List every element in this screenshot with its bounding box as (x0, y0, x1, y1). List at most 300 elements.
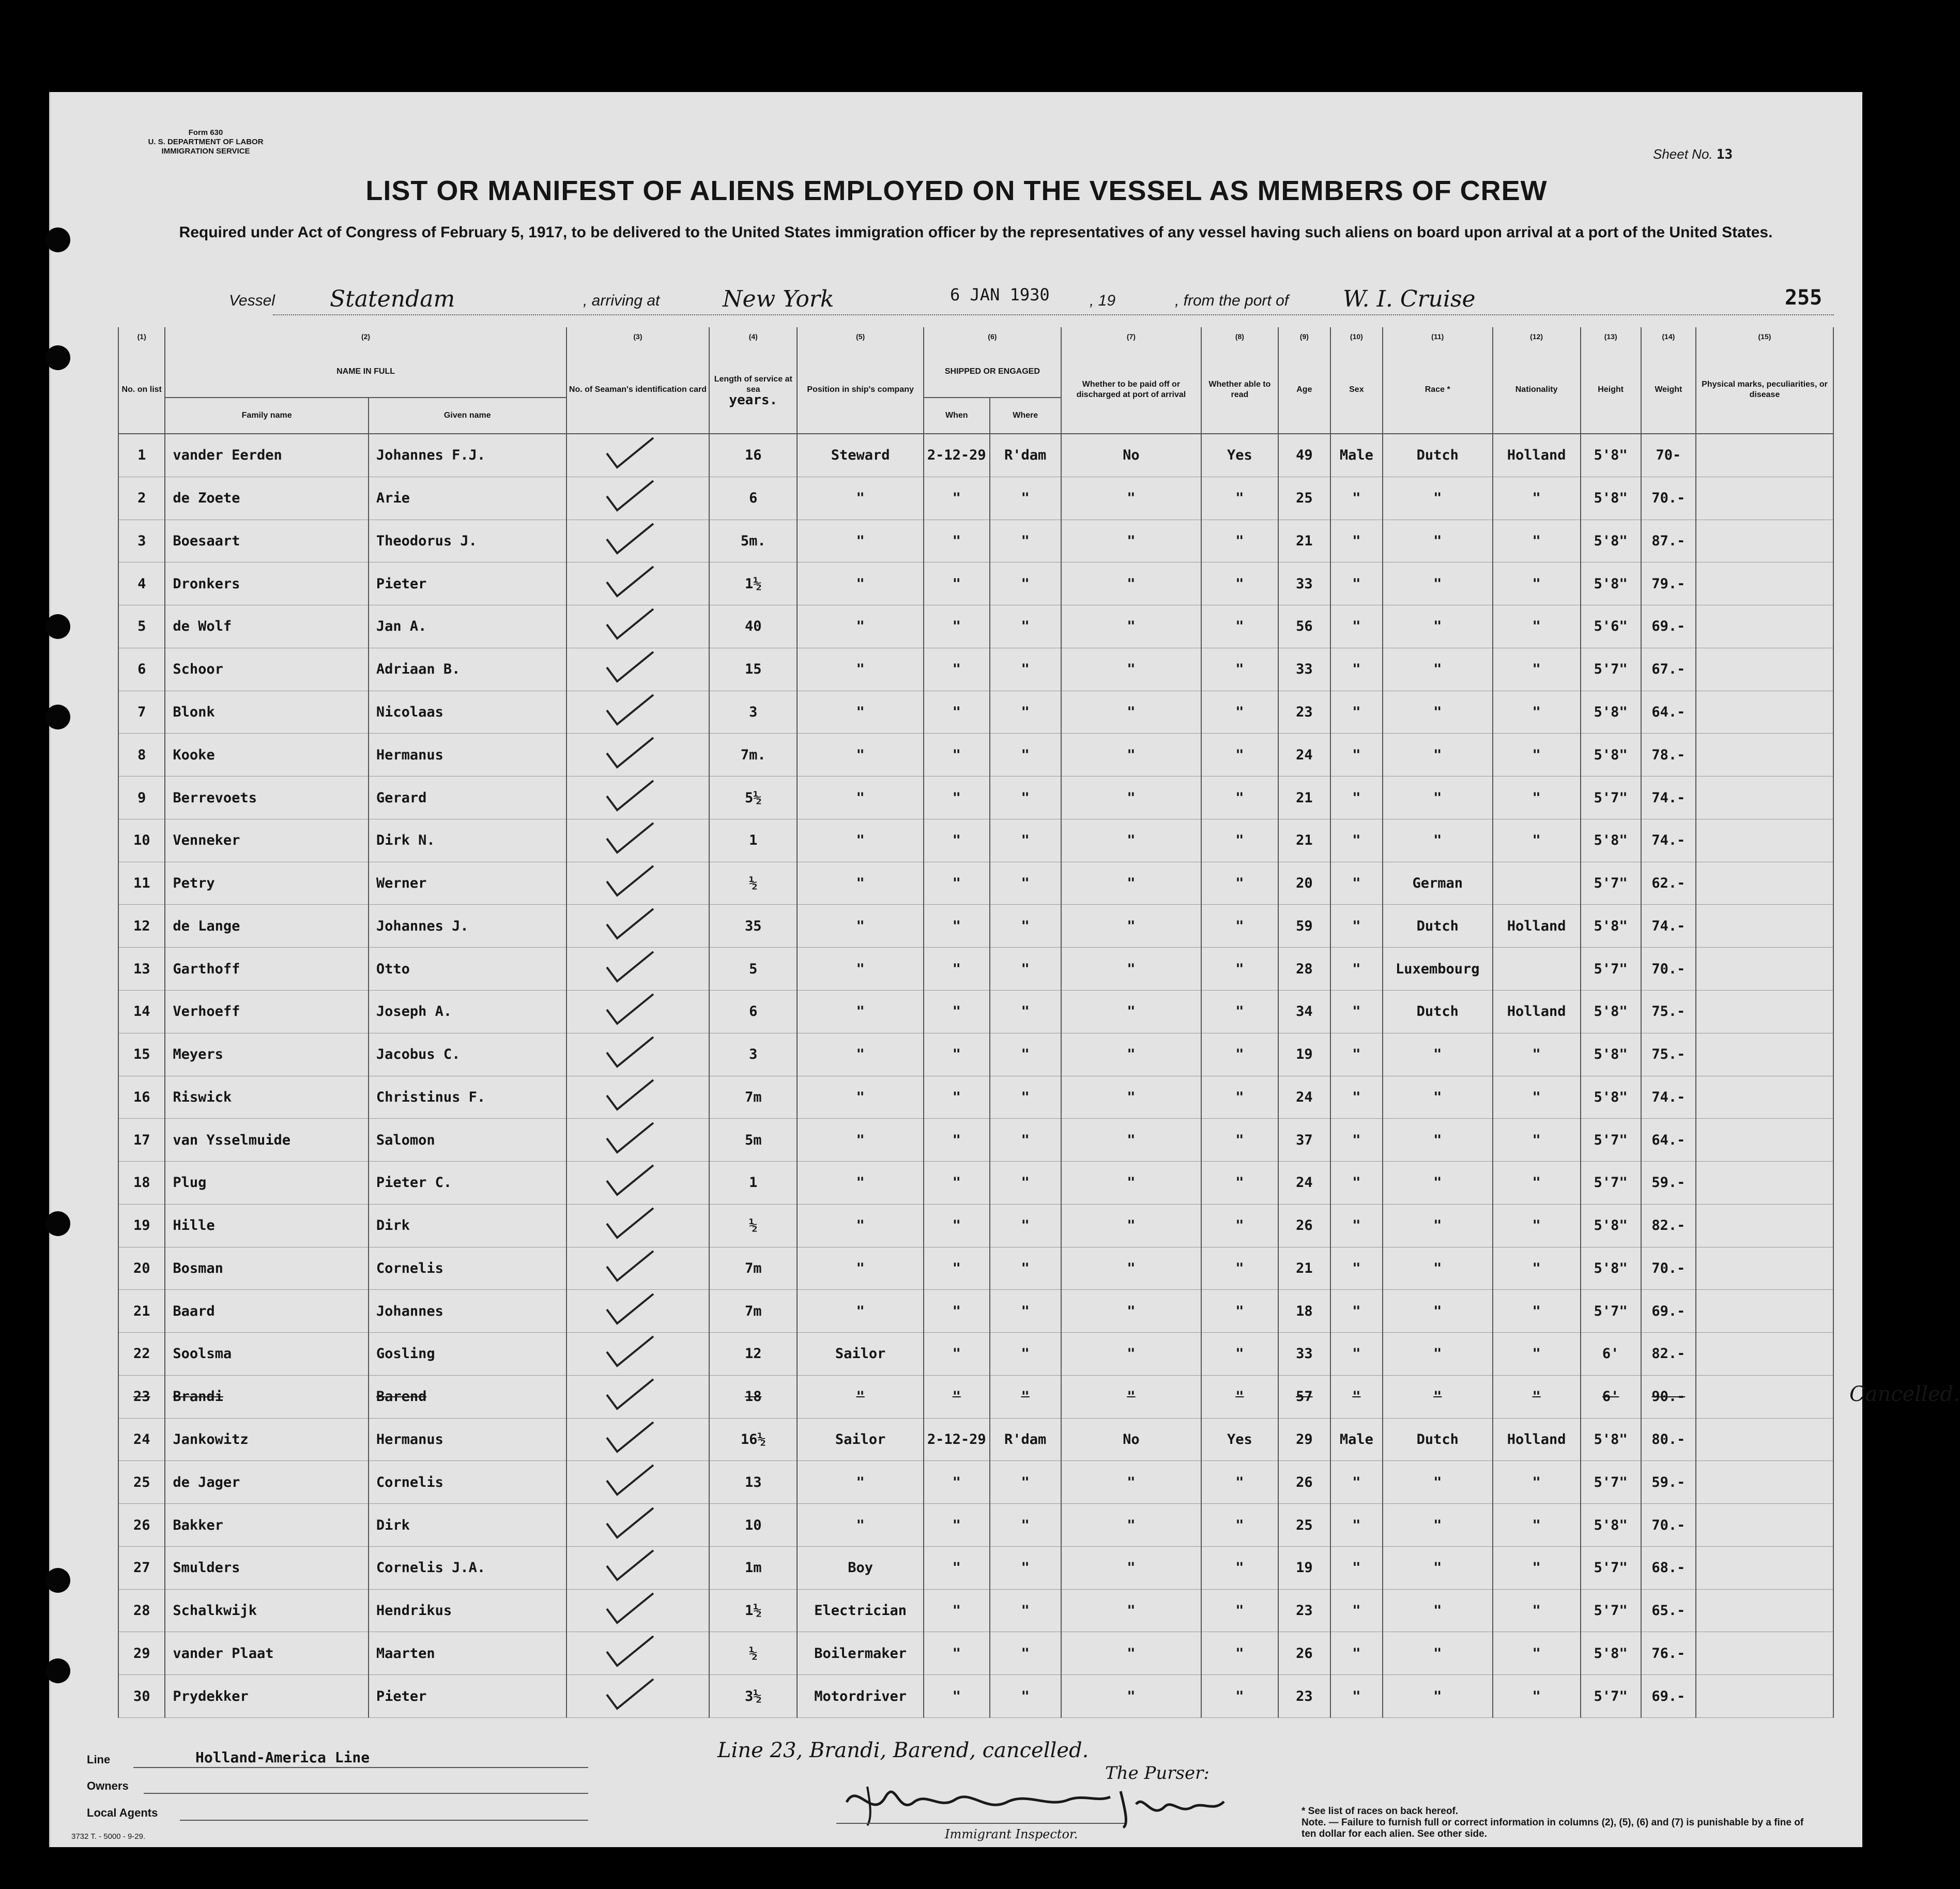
cell-age: 28 (1278, 948, 1330, 991)
check-mark-icon (586, 778, 690, 814)
cell-paid-off: " (1061, 1333, 1201, 1376)
cell-service-length: 7m (709, 1290, 797, 1333)
cell-weight: 82.- (1641, 1333, 1696, 1376)
cell-height: 5'6" (1581, 605, 1641, 648)
cell-shipped-when: " (924, 1076, 990, 1119)
cell-service-length: 3 (709, 691, 797, 734)
cell-no: 13 (118, 948, 165, 991)
cell-race: " (1383, 1589, 1493, 1632)
cell-weight: 70.- (1641, 1247, 1696, 1290)
cell-service-length: 6 (709, 477, 797, 520)
cell-able-to-read: " (1201, 1675, 1278, 1718)
cell-service-length: 6 (709, 990, 797, 1033)
col-number: (5) (797, 327, 924, 346)
cell-sex: " (1330, 1119, 1383, 1162)
cell-service-length: 16½ (709, 1418, 797, 1461)
cell-marks (1696, 434, 1833, 477)
vessel-line (51, 286, 1862, 317)
cell-race: " (1383, 648, 1493, 691)
cell-family-name: Baard (165, 1290, 368, 1333)
sheet-label: Sheet No. (1653, 146, 1713, 162)
cell-no: 21 (118, 1290, 165, 1333)
cell-sex: " (1330, 948, 1383, 991)
cell-shipped-where: R'dam (990, 1418, 1061, 1461)
cell-sex: " (1330, 1333, 1383, 1376)
header-row (118, 346, 1833, 398)
table-row (118, 1504, 1833, 1547)
cell-race: " (1383, 1333, 1493, 1376)
cell-weight: 75.- (1641, 1033, 1696, 1076)
cell-age: 56 (1278, 605, 1330, 648)
print-code: 3732 T. - 5000 - 9-29. (71, 1832, 146, 1841)
cell-service-length: 1½ (709, 1589, 797, 1632)
sheet-value: 13 (1716, 147, 1733, 162)
cell-family-name: Riswick (165, 1076, 368, 1119)
purser-label: The Purser: (1105, 1763, 1209, 1784)
cell-shipped-where: " (990, 1333, 1061, 1376)
cell-able-to-read: " (1201, 1461, 1278, 1504)
cell-paid-off: " (1061, 990, 1201, 1033)
check-mark-icon (586, 735, 690, 771)
header-weight: Weight (1641, 346, 1696, 434)
cell-race: " (1383, 819, 1493, 862)
cell-shipped-where: " (990, 1119, 1061, 1162)
cell-position: Steward (797, 434, 924, 477)
cell-family-name: de Lange (165, 905, 368, 948)
cell-no: 14 (118, 990, 165, 1033)
cell-service-length: 12 (709, 1333, 797, 1376)
cell-paid-off: No (1061, 1418, 1201, 1461)
cell-paid-off: " (1061, 776, 1201, 819)
cell-id-card (566, 1204, 710, 1247)
cell-shipped-where: " (990, 1504, 1061, 1547)
cell-able-to-read: " (1201, 1076, 1278, 1119)
cell-shipped-when: " (924, 691, 990, 734)
col-number: (15) (1696, 327, 1833, 346)
cell-sex: " (1330, 562, 1383, 605)
cell-height: 6' (1581, 1375, 1641, 1418)
cell-able-to-read: " (1201, 648, 1278, 691)
cell-weight: 64.- (1641, 1119, 1696, 1162)
cell-weight: 76.- (1641, 1632, 1696, 1675)
cell-nationality: " (1493, 1546, 1581, 1589)
cell-service-length: 5m (709, 1119, 797, 1162)
cell-weight: 69.- (1641, 605, 1696, 648)
cell-id-card (566, 691, 710, 734)
check-mark-icon (586, 649, 690, 685)
cell-no: 7 (118, 691, 165, 734)
cell-race: " (1383, 1675, 1493, 1718)
cell-no: 5 (118, 605, 165, 648)
cell-marks (1696, 691, 1833, 734)
cell-paid-off: " (1061, 1247, 1201, 1290)
cell-weight: 87.- (1641, 520, 1696, 562)
cell-marks (1696, 520, 1833, 562)
check-mark-icon (586, 1120, 690, 1156)
cell-age: 19 (1278, 1033, 1330, 1076)
penalty-note: Note. — Failure to furnish full or correct information in columns (2), (5), (6) and (7) is punishable by a fine of ten dollar for each alien. See other side. (1301, 1817, 1804, 1839)
cell-position: " (797, 948, 924, 991)
col-number: (10) (1330, 327, 1383, 346)
cell-paid-off: " (1061, 819, 1201, 862)
handwritten-note: Line 23, Brandi, Barend, cancelled. (717, 1739, 1089, 1762)
cell-height: 5'8" (1581, 734, 1641, 776)
cell-service-length: ½ (709, 862, 797, 905)
cell-age: 23 (1278, 691, 1330, 734)
cell-given-name: Cornelis (369, 1247, 566, 1290)
cell-able-to-read: Yes (1201, 434, 1278, 477)
cell-no: 30 (118, 1675, 165, 1718)
from-label: , from the port of (1175, 292, 1289, 309)
header-where: Where (990, 398, 1061, 434)
table-row (118, 948, 1833, 991)
cell-nationality: " (1493, 1119, 1581, 1162)
table-row (118, 1119, 1833, 1162)
cell-paid-off: " (1061, 905, 1201, 948)
cell-paid-off: " (1061, 1033, 1201, 1076)
cell-service-length: 3 (709, 1033, 797, 1076)
cell-family-name: Kooke (165, 734, 368, 776)
cell-position: " (797, 691, 924, 734)
inspector-line (836, 1823, 1126, 1824)
cell-sex: " (1330, 1204, 1383, 1247)
cell-sex: " (1330, 1033, 1383, 1076)
col-number: (3) (566, 327, 710, 346)
cell-sex: " (1330, 1076, 1383, 1119)
punch-hole (45, 345, 70, 370)
cell-age: 26 (1278, 1204, 1330, 1247)
header-age: Age (1278, 346, 1330, 434)
cell-given-name: Dirk N. (369, 819, 566, 862)
cell-marks (1696, 862, 1833, 905)
cell-paid-off: " (1061, 1675, 1201, 1718)
cell-height: 5'7" (1581, 1589, 1641, 1632)
line-underline (133, 1767, 588, 1768)
cell-given-name: Jacobus C. (369, 1033, 566, 1076)
cell-position: " (797, 1162, 924, 1205)
table-row (118, 819, 1833, 862)
cell-given-name: Arie (369, 477, 566, 520)
cell-height: 5'8" (1581, 691, 1641, 734)
cell-height: 5'7" (1581, 948, 1641, 991)
check-mark-icon (586, 1548, 690, 1584)
cell-paid-off: " (1061, 1589, 1201, 1632)
cell-able-to-read: " (1201, 605, 1278, 648)
cell-given-name: Pieter (369, 1675, 566, 1718)
cell-family-name: Berrevoets (165, 776, 368, 819)
cell-shipped-when: " (924, 1632, 990, 1675)
service-unit: years. (729, 392, 778, 408)
cell-age: 59 (1278, 905, 1330, 948)
cell-race: " (1383, 520, 1493, 562)
cell-shipped-when: " (924, 819, 990, 862)
cell-family-name: Dronkers (165, 562, 368, 605)
punch-hole (45, 705, 70, 729)
cell-service-length: 3½ (709, 1675, 797, 1718)
cell-height: 5'7" (1581, 1675, 1641, 1718)
cell-family-name: Hille (165, 1204, 368, 1247)
cell-sex: " (1330, 1375, 1383, 1418)
cell-nationality: " (1493, 1461, 1581, 1504)
cell-shipped-where: " (990, 691, 1061, 734)
cell-id-card (566, 648, 710, 691)
cell-family-name: de Jager (165, 1461, 368, 1504)
check-mark-icon (586, 1677, 690, 1713)
cell-sex: " (1330, 734, 1383, 776)
cell-no: 1 (118, 434, 165, 477)
footnotes (1301, 1806, 1818, 1840)
cell-sex: " (1330, 648, 1383, 691)
cell-nationality: " (1493, 1333, 1581, 1376)
cell-position: Electrician (797, 1589, 924, 1632)
col-number: (8) (1201, 327, 1278, 346)
cell-family-name: Venneker (165, 819, 368, 862)
cell-family-name: van Ysselmuide (165, 1119, 368, 1162)
cell-nationality: " (1493, 562, 1581, 605)
cell-race: " (1383, 1162, 1493, 1205)
cell-position: " (797, 1375, 924, 1418)
cell-service-length: 18 (709, 1375, 797, 1418)
cell-weight: 59.- (1641, 1461, 1696, 1504)
cell-id-card (566, 1546, 710, 1589)
cell-able-to-read: " (1201, 1589, 1278, 1632)
cell-sex: " (1330, 1589, 1383, 1632)
cell-id-card (566, 477, 710, 520)
cell-no: 4 (118, 562, 165, 605)
table-row (118, 776, 1833, 819)
cell-sex: " (1330, 1632, 1383, 1675)
col-number: (9) (1278, 327, 1330, 346)
cell-given-name: Werner (369, 862, 566, 905)
cell-paid-off: " (1061, 1461, 1201, 1504)
cell-paid-off: " (1061, 691, 1201, 734)
cell-service-length: 5 (709, 948, 797, 991)
cell-nationality: " (1493, 648, 1581, 691)
cell-race: " (1383, 1204, 1493, 1247)
table-row (118, 1461, 1833, 1504)
cell-id-card (566, 434, 710, 477)
cell-service-length: 40 (709, 605, 797, 648)
cell-sex: " (1330, 1290, 1383, 1333)
cell-position: Sailor (797, 1418, 924, 1461)
cell-shipped-when: 2-12-29 (924, 434, 990, 477)
cell-sex: Male (1330, 434, 1383, 477)
cell-given-name: Maarten (369, 1632, 566, 1675)
cell-marks (1696, 648, 1833, 691)
cell-no: 8 (118, 734, 165, 776)
cell-marks (1696, 1290, 1833, 1333)
cell-age: 34 (1278, 990, 1330, 1033)
punch-hole (45, 227, 70, 252)
header-given: Given name (369, 398, 566, 434)
cell-shipped-where: " (990, 648, 1061, 691)
page-stamp: 255 (1785, 286, 1823, 310)
date-stamp: 6 JAN 1930 (950, 285, 1050, 304)
cell-shipped-when: " (924, 990, 990, 1033)
cell-shipped-when: " (924, 520, 990, 562)
check-mark-icon (586, 521, 690, 557)
cell-service-length: 7m. (709, 734, 797, 776)
cell-weight: 59.- (1641, 1162, 1696, 1205)
cell-no: 17 (118, 1119, 165, 1162)
cell-given-name: Hendrikus (369, 1589, 566, 1632)
check-mark-icon (586, 863, 690, 900)
cell-height: 5'7" (1581, 776, 1641, 819)
cell-shipped-when: " (924, 1333, 990, 1376)
cell-family-name: Meyers (165, 1033, 368, 1076)
cell-shipped-where: " (990, 605, 1061, 648)
cell-age: 18 (1278, 1290, 1330, 1333)
cell-nationality: " (1493, 1204, 1581, 1247)
cell-marks (1696, 1375, 1833, 1418)
cell-position: Boy (797, 1546, 924, 1589)
cell-marks (1696, 1504, 1833, 1547)
table-row (118, 905, 1833, 948)
cell-nationality: " (1493, 1589, 1581, 1632)
table-row (118, 562, 1833, 605)
cell-able-to-read: " (1201, 1033, 1278, 1076)
table-row (118, 1675, 1833, 1718)
from-port: W. I. Cruise (1343, 286, 1476, 312)
cell-shipped-when: " (924, 1675, 990, 1718)
cell-height: 5'8" (1581, 562, 1641, 605)
cell-sex: " (1330, 1546, 1383, 1589)
cell-marks (1696, 1162, 1833, 1205)
cell-family-name: de Zoete (165, 477, 368, 520)
check-mark-icon (586, 1420, 690, 1456)
cell-position: " (797, 648, 924, 691)
cell-shipped-when: " (924, 1290, 990, 1333)
cell-weight: 79.- (1641, 562, 1696, 605)
cell-nationality: " (1493, 1162, 1581, 1205)
cell-age: 49 (1278, 434, 1330, 477)
cell-height: 5'7" (1581, 862, 1641, 905)
cell-race: " (1383, 691, 1493, 734)
cell-shipped-when: " (924, 1204, 990, 1247)
cell-no: 3 (118, 520, 165, 562)
cell-age: 23 (1278, 1675, 1330, 1718)
cell-paid-off: " (1061, 948, 1201, 991)
inspector-label: Immigrant Inspector. (945, 1827, 1078, 1841)
cell-id-card (566, 1033, 710, 1076)
cell-id-card (566, 520, 710, 562)
cell-family-name: Plug (165, 1162, 368, 1205)
cell-able-to-read: " (1201, 1632, 1278, 1675)
form-info (139, 128, 273, 156)
cell-marks (1696, 1119, 1833, 1162)
cell-paid-off: " (1061, 1375, 1201, 1418)
check-mark-icon (586, 1248, 690, 1285)
cell-shipped-when: " (924, 477, 990, 520)
cell-race: " (1383, 1375, 1493, 1418)
cell-shipped-when: " (924, 1546, 990, 1589)
cell-race: " (1383, 1290, 1493, 1333)
cell-height: 5'8" (1581, 1204, 1641, 1247)
cell-height: 5'8" (1581, 477, 1641, 520)
cell-sex: " (1330, 1162, 1383, 1205)
cell-shipped-where: " (990, 1632, 1061, 1675)
cell-position: " (797, 1033, 924, 1076)
races-note: * See list of races on back hereof. (1301, 1806, 1459, 1817)
cell-id-card (566, 1632, 710, 1675)
cell-nationality: " (1493, 1033, 1581, 1076)
cell-id-card (566, 862, 710, 905)
cell-shipped-where: " (990, 905, 1061, 948)
cell-able-to-read: " (1201, 1290, 1278, 1333)
cell-shipped-when: " (924, 862, 990, 905)
cell-family-name: Schalkwijk (165, 1589, 368, 1632)
cell-sex: " (1330, 990, 1383, 1033)
cell-given-name: Jan A. (369, 605, 566, 648)
cell-able-to-read: " (1201, 1504, 1278, 1547)
owners-label: Owners (87, 1779, 129, 1792)
check-mark-icon (586, 949, 690, 985)
header-paidoff: Whether to be paid off or discharged at port of arrival (1061, 346, 1201, 434)
cell-age: 37 (1278, 1119, 1330, 1162)
header-marks: Physical marks, peculiarities, or disease (1696, 346, 1833, 434)
cell-shipped-where: " (990, 562, 1061, 605)
cell-age: 21 (1278, 520, 1330, 562)
cell-family-name: Verhoeff (165, 990, 368, 1033)
cell-shipped-where: " (990, 1247, 1061, 1290)
cell-shipped-where: " (990, 819, 1061, 862)
cell-nationality: " (1493, 819, 1581, 862)
cell-position: " (797, 1461, 924, 1504)
page-subtitle: Required under Act of Congress of February 5, 1917, to be delivered to the United States immigration officer by the representatives of any vessel having such aliens on board upon arrival at a port of the United States. (179, 224, 1773, 241)
cell-sex: " (1330, 1461, 1383, 1504)
cell-marks (1696, 1076, 1833, 1119)
check-mark-icon (586, 1505, 690, 1542)
cell-marks (1696, 948, 1833, 991)
cell-shipped-where: " (990, 1076, 1061, 1119)
cell-paid-off: " (1061, 862, 1201, 905)
cell-service-length: ½ (709, 1632, 797, 1675)
cell-weight: 68.- (1641, 1546, 1696, 1589)
cell-shipped-where: R'dam (990, 434, 1061, 477)
check-mark-icon (586, 478, 690, 514)
cell-position: " (797, 477, 924, 520)
cell-able-to-read: " (1201, 562, 1278, 605)
cell-age: 33 (1278, 1333, 1330, 1376)
cell-marks (1696, 776, 1833, 819)
cell-position: " (797, 734, 924, 776)
table-row (118, 1076, 1833, 1119)
cell-weight: 78.- (1641, 734, 1696, 776)
cell-nationality: " (1493, 734, 1581, 776)
cell-age: 25 (1278, 477, 1330, 520)
cell-service-length: 1m (709, 1546, 797, 1589)
cell-nationality (1493, 862, 1581, 905)
cell-marks (1696, 1632, 1833, 1675)
cell-race: " (1383, 605, 1493, 648)
cell-height: 5'8" (1581, 1076, 1641, 1119)
cell-no: 2 (118, 477, 165, 520)
table-row (118, 1204, 1833, 1247)
cell-given-name: Otto (369, 948, 566, 991)
header-name: NAME IN FULL (165, 346, 566, 398)
cell-marks (1696, 1418, 1833, 1461)
cell-no: 20 (118, 1247, 165, 1290)
line-label: Line (87, 1753, 111, 1766)
cell-shipped-when: " (924, 734, 990, 776)
cell-age: 23 (1278, 1589, 1330, 1632)
cell-height: 5'7" (1581, 1290, 1641, 1333)
vessel-underline (273, 314, 1834, 315)
cell-id-card (566, 819, 710, 862)
cell-family-name: Blonk (165, 691, 368, 734)
cell-position: " (797, 605, 924, 648)
cell-marks (1696, 1204, 1833, 1247)
